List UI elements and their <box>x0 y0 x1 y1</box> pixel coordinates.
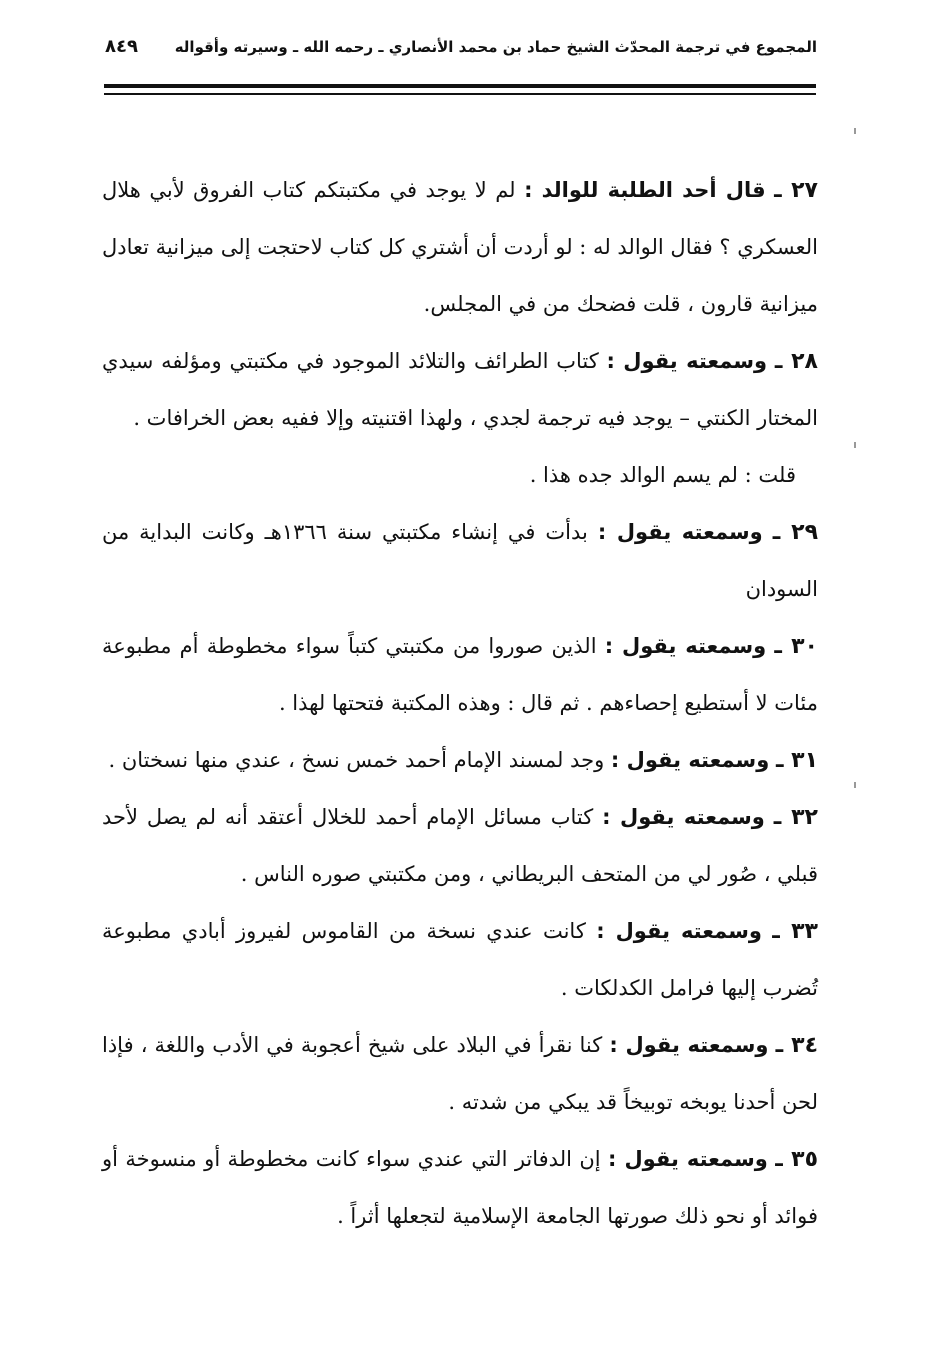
entry-lead: وسمعته يقول : <box>608 1147 768 1171</box>
editor-note <box>102 447 796 504</box>
entry-number: ٣١ ـ <box>775 748 818 773</box>
header-rule-thin <box>104 93 816 95</box>
entry-lead: وسمعته يقول : <box>597 520 763 544</box>
entry-text: كتاب مسائل الإمام أحمد للخلال أعتقد أنه لم يصل لأحد قبلي ، صُور لي من المتحف البريطاني ، ومن مكتبتي صوره الناس . <box>102 805 818 886</box>
entry-lead: وسمعته يقول : <box>602 805 765 829</box>
entry-text: لم لا يوجد في مكتبتكم كتاب الفروق لأبي هلال العسكري ؟ فقال الوالد له : لو أردت أن أشتري كل كتاب لاحتجت إلى ميزانية تعادل ميزانية قارون ، قلت فضحك من في المجلس. <box>102 178 818 316</box>
entry-number: ٣٤ ـ <box>775 1033 819 1058</box>
header-rule-thick <box>104 84 816 88</box>
running-header-title: المجموع في ترجمة المحدّث الشيخ حماد بن محمد الأنصاري ـ رحمه الله ـ وسيرته وأقواله <box>174 38 817 56</box>
entry-34 <box>102 1017 818 1131</box>
entry-number: ٣٥ ـ <box>775 1147 818 1172</box>
entry-28 <box>102 333 818 447</box>
margin-dot <box>854 128 856 134</box>
entry-number: ٢٧ ـ <box>774 178 818 203</box>
entry-35 <box>102 1131 818 1245</box>
entry-lead: قال أحد الطلبة للوالد : <box>524 178 766 202</box>
entry-text: وجد لمسند الإمام أحمد خمس نسخ ، عندي منها نسختان . <box>108 748 605 772</box>
entry-33 <box>102 903 818 1017</box>
entry-text: كنا نقرأ في البلاد على شيخ أعجوبة في الأدب واللغة ، فإذا لحن أحدنا يوبخه توبيخاً قد يبكي من شدته . <box>102 1033 818 1114</box>
entry-27 <box>102 162 818 333</box>
entry-text: كتاب الطرائف والتلائد الموجود في مكتبتي ومؤلفه سيدي المختار الكنتي – يوجد فيه ترجمة لجدي ، ولهذا اقتنيته وإلا ففيه بعض الخرافات . <box>102 349 818 430</box>
entry-number: ٣٣ ـ <box>772 919 818 944</box>
entry-31 <box>102 732 818 789</box>
entry-lead: وسمعته يقول : <box>604 634 767 658</box>
entry-number: ٣٠ ـ <box>774 634 818 659</box>
entry-text: كانت عندي نسخة من القاموس لفيروز أبادي مطبوعة تُضرب إليها فرامل الكدلكات . <box>102 919 818 1000</box>
entry-number: ٢٨ ـ <box>774 349 818 374</box>
body-text <box>102 162 818 1245</box>
margin-dot <box>854 442 856 448</box>
entry-29 <box>102 504 818 618</box>
entry-text: الذين صوروا من مكتبتي كتباً سواء مخطوطة أم مطبوعة مئات لا أستطيع إحصاءهم . ثم قال : وهذه المكتبة فتحتها لهذا . <box>102 634 818 715</box>
margin-dot <box>854 782 856 788</box>
entry-lead: وسمعته يقول : <box>610 748 770 772</box>
entry-lead: وسمعته يقول : <box>606 349 768 373</box>
entry-lead: وسمعته يقول : <box>609 1033 769 1057</box>
page-number: ٨٤٩ <box>105 36 138 57</box>
entry-text: إن الدفاتر التي عندي سواء كانت مخطوطة أو منسوخة أو فوائد أو نحو ذلك صورتها الجامعة الإسلامية لتجعلها أثراً . <box>102 1147 818 1228</box>
running-header <box>105 34 817 74</box>
entry-number: ٣٢ ـ <box>773 805 818 830</box>
entry-number: ٢٩ ـ <box>772 520 818 545</box>
entry-lead: وسمعته يقول : <box>596 919 762 943</box>
entry-30 <box>102 618 818 732</box>
note-text: قلت : لم يسم الوالد جده هذا . <box>529 463 796 487</box>
entry-text: بدأت في إنشاء مكتبتي سنة ١٣٦٦هـ وكانت البداية من السودان <box>102 520 818 601</box>
entry-32 <box>102 789 818 903</box>
